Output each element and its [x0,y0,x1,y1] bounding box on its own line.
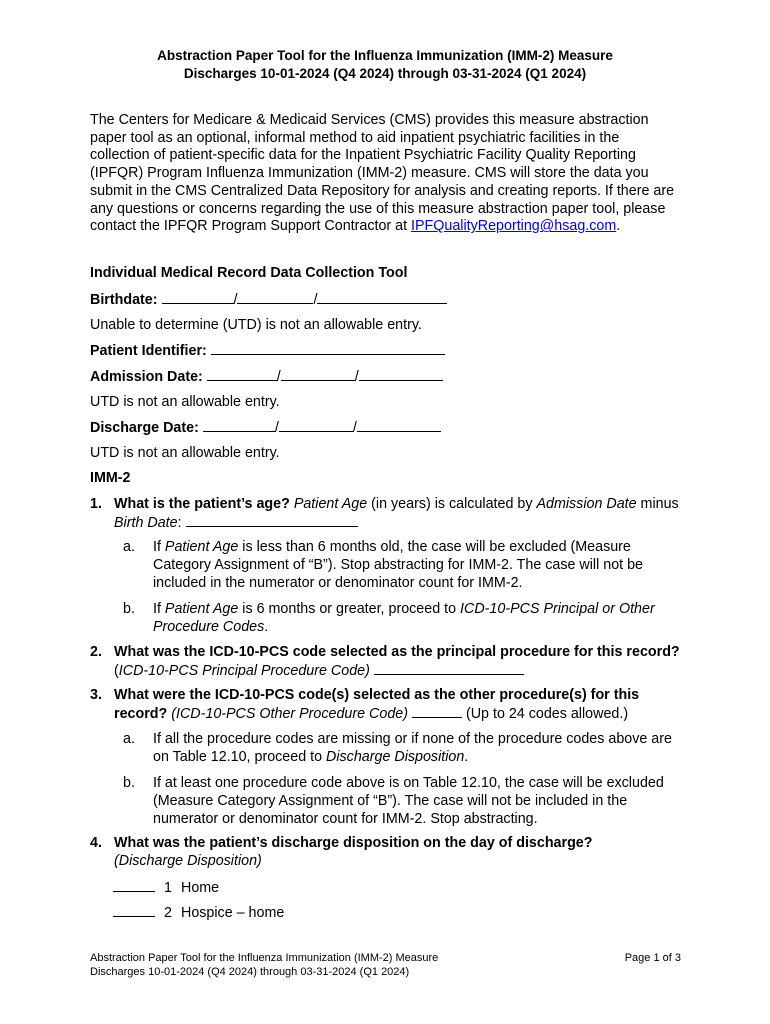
birthdate-label: Birthdate: [90,292,158,308]
discharge-day-field[interactable] [279,418,353,432]
question-2 [90,643,682,680]
option-checkbox-field[interactable] [113,878,155,892]
text: (in years) is calculated by [367,496,537,512]
discharge-note: UTD is not an allowable entry. [90,445,280,461]
section-heading: Individual Medical Record Data Collection Tool [90,265,408,281]
text: If all the procedure codes are missing or if none of the procedure codes above are on Table 12.10, proceed to [153,731,672,765]
discharge-date-row [90,418,441,437]
question-number: 2. [90,644,102,660]
date-slash: / [352,420,357,436]
birthdate-day-field[interactable] [237,290,313,304]
other-procedure-code-field[interactable] [412,704,462,718]
term-admission-date: Admission Date [536,496,637,512]
term-other-procedure-code: (ICD-10-PCS Other Procedure Code) [171,706,408,722]
item-letter: a. [123,539,135,555]
patient-id-field[interactable] [211,341,445,355]
footer-line-2: Discharges 10-01-2024 (Q4 2024) through 03-31-2024 (Q1 2024) [90,966,410,978]
question-number: 3. [90,687,102,703]
option-code: 1 [164,880,172,896]
question-1-item-a [123,538,683,592]
term-procedure-codes: ICD-10-PCS Principal or Other Procedure Codes [153,601,655,635]
date-slash: / [274,420,279,436]
measure-heading: IMM-2 [90,470,131,486]
text: is less than 6 months old, the case will be excluded (Measure Category Assignment of “B”). Stop abstracting for IMM-2. The case will not be included in the numerator or denominator count for IMM-2. [153,539,644,591]
birthdate-month-field[interactable] [162,290,234,304]
term-discharge-disposition: (Discharge Disposition) [114,853,262,869]
admission-date-label: Admission Date: [90,369,203,385]
document-title [90,47,680,83]
patient-age-field[interactable] [186,513,358,527]
question-text: What was the patient’s discharge disposition on the day of discharge? [114,835,593,851]
contact-email-link[interactable]: IPFQualityReporting@hsag.com [411,218,617,235]
option-checkbox-field[interactable] [113,903,155,917]
date-slash: / [354,369,359,385]
page-number: Page 1 of 3 [624,952,681,964]
text: ( [114,663,119,679]
text: minus [636,496,679,512]
term-patient-age: Patient Age [164,539,239,555]
intro-paragraph [90,112,682,236]
intro-text: The Centers for Medicare & Medicaid Services (CMS) provides this measure abstraction paper tool as an optional, informal method to aid inpatient psychiatric facilities in the collection of patient-specific data for the Inpatient Psychiatric Facility Quality Reporting (IPFQR) Program Influenza Immunization (IMM-2) measure. CMS will store the data you submit in the CMS Centralized Data Repository for analysis and creating reports. If there are any questions or concerns regarding the use of this measure abstraction paper tool, please contact the IPFQR Program Support Contractor at [90,112,675,235]
question-number: 4. [90,835,102,851]
admission-day-field[interactable] [281,367,355,381]
question-1 [90,495,682,532]
text: If [153,601,165,617]
patient-id-label: Patient Identifier: [90,343,207,359]
date-slash: / [313,292,318,308]
question-number: 1. [90,496,102,512]
text: If [153,539,165,555]
item-letter: b. [123,775,135,791]
title-line-2: Discharges 10-01-2024 (Q4 2024) through 03-31-2024 (Q1 2024) [183,66,587,81]
disposition-option [113,878,219,897]
principal-procedure-code-field[interactable] [374,661,524,675]
admission-note: UTD is not an allowable entry. [90,394,280,410]
disposition-option [113,903,284,922]
date-slash: / [233,292,238,308]
patient-id-row [90,341,445,360]
date-slash: / [276,369,281,385]
option-label: Home [181,880,220,896]
question-4 [90,834,682,870]
birthdate-note: Unable to determine (UTD) is not an allowable entry. [90,317,422,333]
question-3 [90,686,682,723]
discharge-year-field[interactable] [357,418,441,432]
intro-end: . [616,218,621,235]
discharge-date-label: Discharge Date: [90,420,199,436]
text: If at least one procedure code above is on Table 12.10, the case will be excluded (Measure Category Assignment of “B”). The case will not be included in the numerator or denominator count for IMM-2. Stop abstracting. [153,775,664,827]
option-label: Hospice – home [181,905,285,921]
text: . [264,619,269,635]
term-patient-age: Patient Age [293,496,368,512]
item-letter: b. [123,601,135,617]
term-birth-date: Birth Date [114,515,178,531]
page-footer [90,951,438,979]
question-text: What were the ICD-10-PCS code(s) selected as the other procedure(s) for this record? [114,687,640,722]
text: is 6 months or greater, proceed to [238,601,461,617]
birthdate-row [90,290,447,309]
text: (Up to 24 codes allowed.) [461,706,629,722]
title-line-1: Abstraction Paper Tool for the Influenza Immunization (IMM-2) Measure [157,48,613,63]
term-patient-age: Patient Age [164,601,239,617]
question-text: What is the patient’s age? [114,496,290,512]
admission-month-field[interactable] [207,367,277,381]
admission-year-field[interactable] [359,367,443,381]
birthdate-year-field[interactable] [317,290,447,304]
discharge-month-field[interactable] [203,418,275,432]
item-letter: a. [123,731,135,747]
term-discharge-disposition: Discharge Disposition [326,749,465,765]
footer-line-1: Abstraction Paper Tool for the Influenza Immunization (IMM-2) Measure [90,952,439,964]
question-1-item-b [123,600,683,636]
question-3-item-b [123,774,683,828]
admission-date-row [90,367,443,386]
option-code: 2 [164,905,172,921]
question-3-item-a [123,730,683,766]
term-principal-procedure-code: ICD-10-PCS Principal Procedure Code) [118,663,370,679]
text: . [464,749,469,765]
text: : [177,515,186,531]
question-text: What was the ICD-10-PCS code selected as the principal procedure for this record? [114,644,680,660]
